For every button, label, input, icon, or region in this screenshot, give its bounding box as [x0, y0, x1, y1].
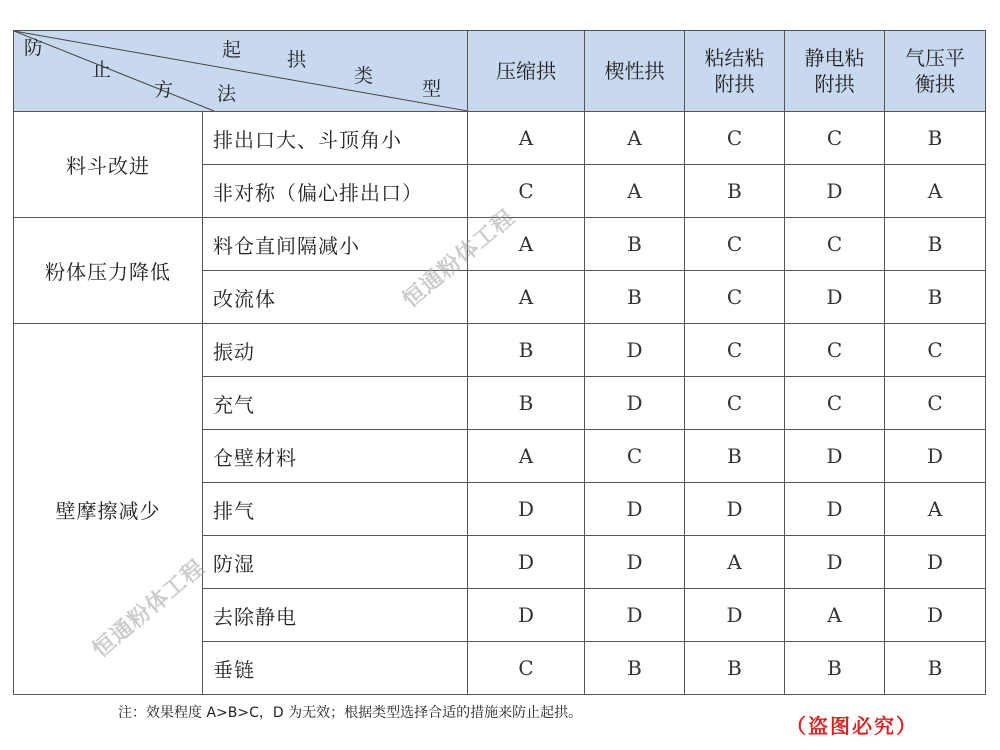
grade-cell: A: [885, 165, 986, 218]
method-cell: 排出口大、斗顶角小: [203, 112, 468, 165]
grade-cell: C: [585, 430, 685, 483]
grade-cell: D: [885, 430, 986, 483]
grade-cell: B: [885, 642, 986, 695]
diag-type-char: 类: [354, 65, 374, 87]
grade-cell: B: [468, 377, 585, 430]
grade-cell: B: [885, 112, 986, 165]
grade-cell: C: [468, 642, 585, 695]
table-row: [14, 218, 986, 271]
header-row: [14, 31, 986, 112]
watermark: 恒通粉体工程: [398, 205, 521, 313]
grade-cell: D: [885, 536, 986, 589]
grade-cell: B: [685, 165, 785, 218]
method-cell: 料仓直间隔减小: [203, 218, 468, 271]
grade-cell: D: [685, 589, 785, 642]
diag-type-char: 拱: [287, 49, 307, 71]
grade-cell: D: [585, 324, 685, 377]
diag-method-char: 法: [217, 83, 237, 105]
method-cell: 仓壁材料: [203, 430, 468, 483]
method-cell: 改流体: [203, 271, 468, 324]
footnote: 注：效果程度 A>B>C，D 为无效；根据类型选择合适的措施来防止起拱。: [118, 705, 583, 721]
method-cell: 非对称（偏心排出口）: [203, 165, 468, 218]
grade-cell: C: [785, 377, 885, 430]
grade-cell: C: [785, 218, 885, 271]
grade-cell: B: [785, 642, 885, 695]
grade-cell: C: [685, 324, 785, 377]
grade-cell: D: [468, 483, 585, 536]
grade-cell: A: [885, 483, 986, 536]
grade-cell: D: [585, 483, 685, 536]
diag-method-char: 方: [154, 79, 174, 101]
grade-cell: C: [885, 324, 986, 377]
grade-cell: B: [468, 324, 585, 377]
arch-type-header: 压缩拱: [468, 31, 585, 112]
diag-type-char: 型: [422, 78, 442, 100]
grade-cell: C: [468, 165, 585, 218]
grade-cell: B: [685, 430, 785, 483]
grade-cell: D: [585, 377, 685, 430]
grade-cell: D: [785, 271, 885, 324]
grade-cell: B: [585, 271, 685, 324]
method-cell: 防湿: [203, 536, 468, 589]
table-row: [14, 112, 986, 165]
grade-cell: A: [468, 218, 585, 271]
grade-cell: A: [685, 536, 785, 589]
grade-cell: B: [585, 642, 685, 695]
grade-cell: D: [685, 483, 785, 536]
grade-cell: B: [885, 271, 986, 324]
grade-cell: D: [585, 536, 685, 589]
category-cell: 料斗改进: [14, 112, 203, 218]
diag-type-char: 起: [222, 39, 242, 61]
arch-type-header: 楔性拱: [585, 31, 685, 112]
grade-cell: A: [785, 589, 885, 642]
anti-theft-stamp: （盗图必究）: [786, 714, 918, 738]
method-cell: 排气: [203, 483, 468, 536]
grade-cell: B: [885, 218, 986, 271]
grade-cell: D: [585, 589, 685, 642]
arch-type-header: 粘结粘 附拱: [685, 31, 785, 112]
grade-cell: D: [785, 483, 885, 536]
grade-cell: D: [468, 536, 585, 589]
grade-cell: A: [585, 165, 685, 218]
diag-method-char: 防: [24, 37, 44, 59]
grade-cell: A: [585, 112, 685, 165]
grade-cell: D: [785, 430, 885, 483]
grade-cell: C: [685, 271, 785, 324]
grade-cell: C: [885, 377, 986, 430]
grade-cell: C: [685, 377, 785, 430]
arch-type-header: 静电粘 附拱: [785, 31, 885, 112]
grade-cell: D: [785, 165, 885, 218]
grade-cell: A: [468, 112, 585, 165]
grade-cell: C: [785, 324, 885, 377]
grade-cell: D: [785, 536, 885, 589]
grade-cell: B: [685, 642, 785, 695]
table-row: [14, 324, 986, 377]
method-cell: 振动: [203, 324, 468, 377]
diagonal-header-cell: [14, 31, 468, 112]
category-cell: 粉体压力降低: [14, 218, 203, 324]
diag-method-char: 止: [92, 59, 112, 81]
grade-cell: C: [685, 112, 785, 165]
arch-prevention-table: [13, 30, 986, 695]
grade-cell: C: [685, 218, 785, 271]
method-cell: 垂链: [203, 642, 468, 695]
watermark: 恒通粉体工程: [88, 555, 211, 663]
grade-cell: A: [468, 430, 585, 483]
grade-cell: A: [468, 271, 585, 324]
arch-type-header: 气压平 衡拱: [885, 31, 986, 112]
grade-cell: D: [885, 589, 986, 642]
method-cell: 充气: [203, 377, 468, 430]
category-cell: 壁摩擦减少: [14, 324, 203, 695]
grade-cell: D: [468, 589, 585, 642]
grade-cell: B: [585, 218, 685, 271]
method-cell: 去除静电: [203, 589, 468, 642]
grade-cell: C: [785, 112, 885, 165]
